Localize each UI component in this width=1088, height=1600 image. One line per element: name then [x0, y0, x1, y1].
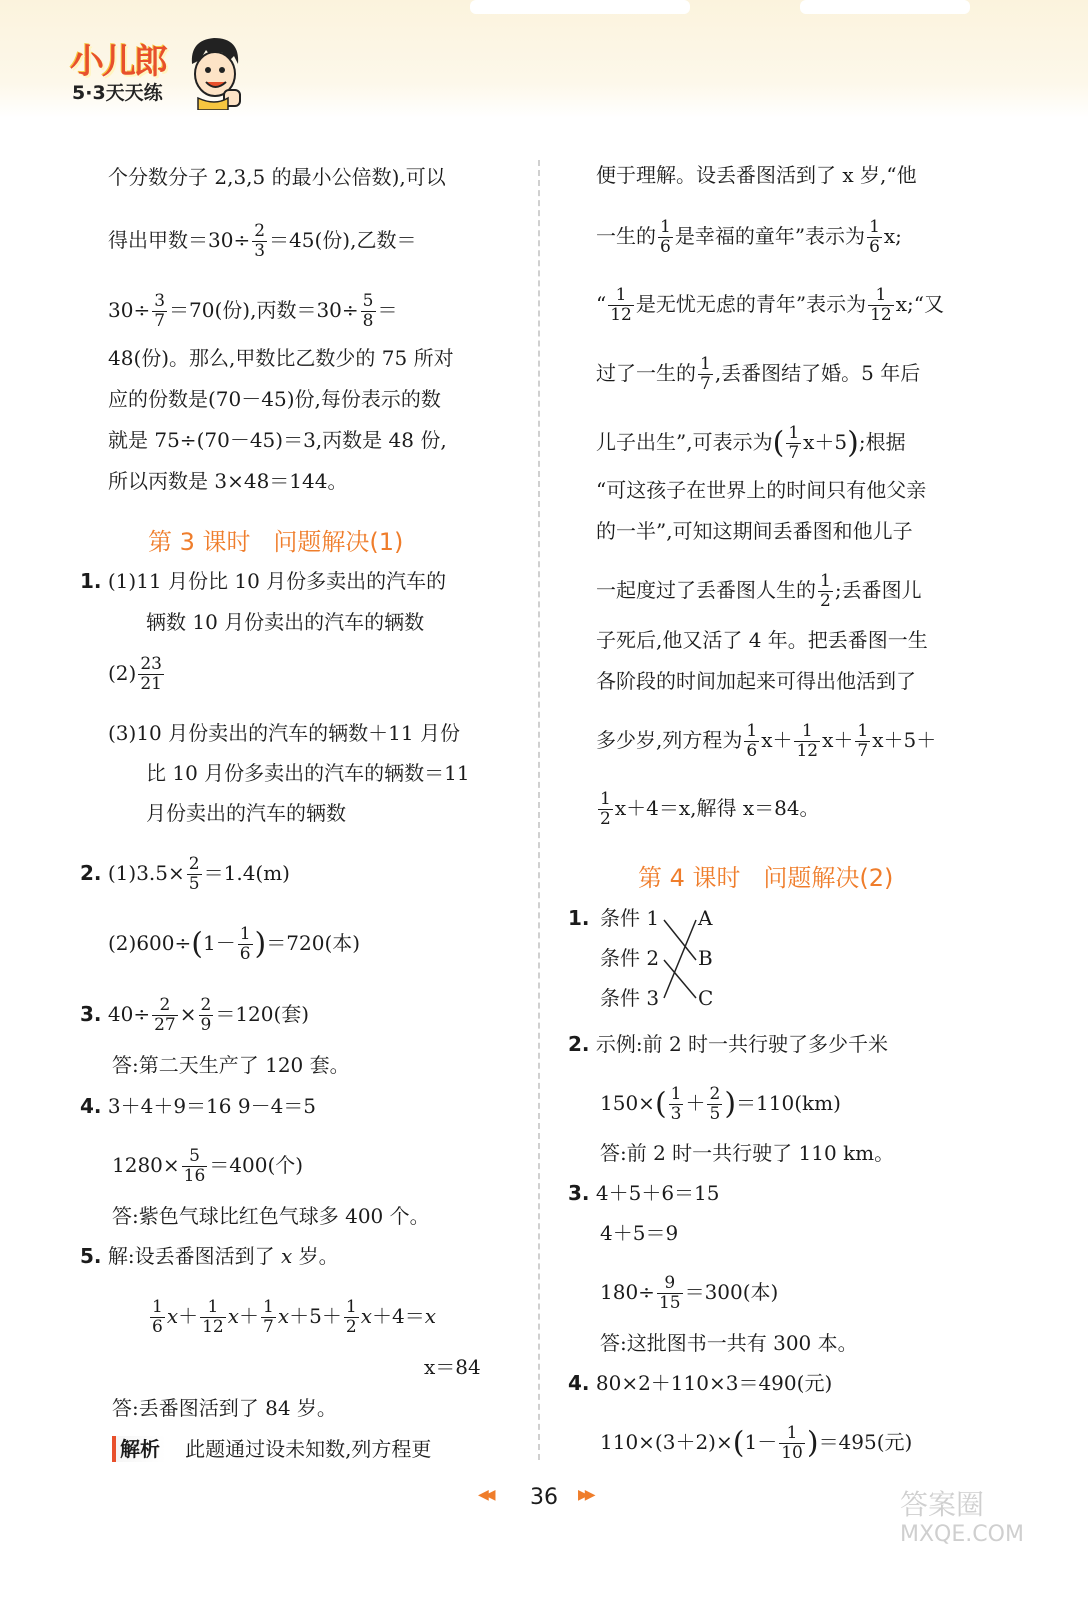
- fraction: $\frac{5}{8}$: [362, 291, 374, 331]
- text-line: 一生的 $\frac{1}{6}$ 是幸福的童年”表示为 $\frac{1}{6}$ x;: [596, 217, 902, 257]
- text-line: 便于理解。设丢番图活到了 x 岁,“他: [596, 163, 917, 187]
- fraction: $\frac{1}{7}$: [788, 423, 800, 463]
- next-arrows-icon: ▶▶: [578, 1487, 592, 1503]
- prev-arrows-icon: ◀◀: [478, 1487, 492, 1503]
- fraction: $\frac{2}{9}$: [200, 995, 212, 1035]
- fraction: $\frac{3}{7}$: [154, 291, 166, 331]
- fraction: $\frac{1}{2}$: [820, 571, 831, 611]
- text-line: 4＋5＝9: [600, 1221, 679, 1245]
- text-line: 30÷ $\frac{3}{7}$ ＝70(份),丙数＝30÷ $\frac{5}{8}$ ＝: [108, 291, 398, 331]
- fraction: $\frac{1}{2}$: [600, 789, 611, 829]
- fraction: $\frac{2}{27}$: [154, 995, 176, 1035]
- answer-line: 答:第二天生产了 120 套。: [112, 1053, 350, 1077]
- section-heading-4: 第 4 课时 问题解决(2): [638, 864, 894, 892]
- answer-line: 答:紫色气球比红色气球多 400 个。: [112, 1204, 430, 1228]
- question-3: 3. 40÷ $\frac{2}{27}$ × $\frac{2}{9}$ ＝120(套): [80, 995, 310, 1035]
- fraction: $\frac{1}{10}$: [781, 1423, 803, 1463]
- text-line: 1280× $\frac{5}{16}$ ＝400(个): [112, 1146, 304, 1186]
- text-line: “可这孩子在世界上的时间只有他父亲: [596, 478, 927, 502]
- question-3: 3. 4＋5＋6＝15: [568, 1181, 720, 1205]
- text-line: 一起度过了丢番图人生的 $\frac{1}{2}$ ;丢番图儿: [596, 571, 922, 611]
- equation-result: x＝84: [424, 1355, 481, 1379]
- brand-logo: [64, 34, 244, 110]
- condition-1: 条件 1: [600, 906, 660, 930]
- option-c: C: [698, 986, 714, 1010]
- fraction: $\frac{2}{3}$: [254, 221, 266, 261]
- matching-lines: [568, 150, 1008, 1050]
- fraction: $\frac{1}{6}$: [152, 1297, 163, 1337]
- text-line: 儿子出生”,可表示为( $\frac{1}{7}$ x＋5);根据: [596, 423, 906, 463]
- watermark: 答案圈 MXQE.COM: [900, 1488, 1024, 1547]
- match-line-2-c: [664, 960, 696, 998]
- answer-line: 答:丢番图活到了 84 岁。: [112, 1396, 337, 1420]
- text-line: 应的份数是(70－45)份,每份表示的数: [108, 387, 441, 411]
- fraction: $\frac{1}{6}$: [239, 924, 251, 964]
- mascot-boy-icon: [184, 34, 246, 110]
- question-4: 4. 80×2＋110×3＝490(元): [568, 1371, 833, 1395]
- fraction: $\frac{1}{6}$: [869, 217, 880, 257]
- text-line: 所以丙数是 3×48＝144。: [108, 469, 348, 493]
- equation: $\frac{1}{6}$ x＋ $\frac{1}{12}$ x＋ $\frac{1}{7}$ x＋5＋ $\frac{1}{2}$ x＋4＝x: [152, 1297, 436, 1337]
- answer-line: 答:前 2 时一共行驶了 110 km。: [600, 1141, 895, 1165]
- text-line: 得出甲数＝30÷ $\frac{2}{3}$ ＝45(份),乙数＝: [108, 221, 417, 261]
- fraction: $\frac{1}{6}$: [746, 721, 758, 761]
- question-5: 5. 解:设丢番图活到了 x 岁。: [80, 1244, 339, 1268]
- text-line: “ $\frac{1}{12}$ 是无忧无虑的青年”表示为 $\frac{1}{12}$ x;“又: [596, 285, 944, 325]
- fraction: $\frac{1}{7}$: [857, 721, 869, 761]
- fraction: $\frac{1}{7}$: [263, 1297, 274, 1337]
- match-line-3-a: [664, 920, 696, 998]
- text-line: 110×(3＋2)×(1－ $\frac{1}{10}$ )＝495(元): [600, 1423, 913, 1463]
- text-line: 150×( $\frac{1}{3}$ ＋ $\frac{2}{5}$ )＝110(km): [600, 1084, 841, 1124]
- text-line: 的一半”,可知这期间丢番图和他儿子: [596, 519, 913, 543]
- question-4: 4. 3＋4＋9＝16 9－4＝5: [80, 1094, 317, 1118]
- analysis: 解析 此题通过设未知数,列方程更: [112, 1436, 431, 1462]
- question-1: 1. (1)11 月份比 10 月份多卖出的汽车的: [80, 569, 447, 593]
- brand-name: 小儿郎: [70, 42, 166, 82]
- text-line: (2) $\frac{23}{21}$: [108, 654, 162, 694]
- condition-2: 条件 2: [600, 946, 660, 970]
- fraction: $\frac{5}{16}$: [183, 1146, 206, 1186]
- fraction: $\frac{1}{12}$: [870, 285, 892, 325]
- question-2: 2. (1)3.5× $\frac{2}{5}$ ＝1.4(m): [80, 854, 290, 894]
- text-line: 个分数分子 2,3,5 的最小公倍数),可以: [108, 165, 446, 189]
- answer-line: 答:这批图书一共有 300 本。: [600, 1331, 858, 1355]
- fraction: $\frac{2}{5}$: [709, 1084, 721, 1124]
- text-line: 各阶段的时间加起来可得出他活到了: [596, 669, 916, 693]
- text-line: 过了一生的 $\frac{1}{7}$ ,丢番图结了婚。5 年后: [596, 354, 921, 394]
- fraction: $\frac{9}{15}$: [658, 1273, 681, 1313]
- fraction: $\frac{1}{12}$: [610, 285, 632, 325]
- column-divider: [538, 160, 540, 1460]
- text-line: 多少岁,列方程为 $\frac{1}{6}$ x＋ $\frac{1}{12}$ x＋ $\frac{1}{7}$ x＋5＋: [596, 721, 937, 761]
- option-b: B: [698, 946, 713, 970]
- fraction: $\frac{1}{6}$: [660, 217, 671, 257]
- fraction: $\frac{1}{12}$: [202, 1297, 224, 1337]
- fraction: $\frac{1}{3}$: [670, 1084, 682, 1124]
- fraction: $\frac{2}{5}$: [188, 854, 200, 894]
- question-1-matching: 1.: [568, 906, 590, 930]
- question-2: 2. 示例:前 2 时一共行驶了多少千米: [568, 1032, 889, 1056]
- fraction: $\frac{1}{12}$: [796, 721, 819, 761]
- text-line: 月份卖出的汽车的辆数: [146, 801, 346, 825]
- text-line: 比 10 月份多卖出的汽车的辆数＝11: [146, 761, 470, 785]
- text-line: (3)10 月份卖出的汽车的辆数＋11 月份: [108, 721, 460, 745]
- text-line: 就是 75÷(70－45)＝3,丙数是 48 份,: [108, 428, 447, 452]
- section-heading-3: 第 3 课时 问题解决(1): [148, 528, 404, 556]
- text-line: 180÷ $\frac{9}{15}$ ＝300(本): [600, 1273, 779, 1313]
- analysis-label: 解析: [112, 1436, 166, 1462]
- text-line: 子死后,他又活了 4 年。把丢番图一生: [596, 628, 928, 652]
- match-line-1-b: [664, 920, 696, 960]
- text-line: $\frac{1}{2}$ x＋4＝x,解得 x＝84。: [600, 789, 820, 829]
- fraction: $\frac{23}{21}$: [140, 654, 162, 694]
- fraction: $\frac{1}{7}$: [700, 354, 711, 394]
- text-line: 48(份)。那么,甲数比乙数少的 75 所对: [108, 346, 454, 370]
- brand-series: 5·3天天练: [72, 82, 163, 104]
- fraction: $\frac{1}{2}$: [345, 1297, 357, 1337]
- text-line: 辆数 10 月份卖出的汽车的辆数: [146, 610, 425, 634]
- option-a: A: [698, 906, 713, 930]
- condition-3: 条件 3: [600, 986, 660, 1010]
- page-number: 36: [530, 1485, 558, 1510]
- header-band: [0, 0, 1088, 118]
- text-line: (2)600÷(1－ $\frac{1}{6}$ )＝720(本): [108, 924, 361, 964]
